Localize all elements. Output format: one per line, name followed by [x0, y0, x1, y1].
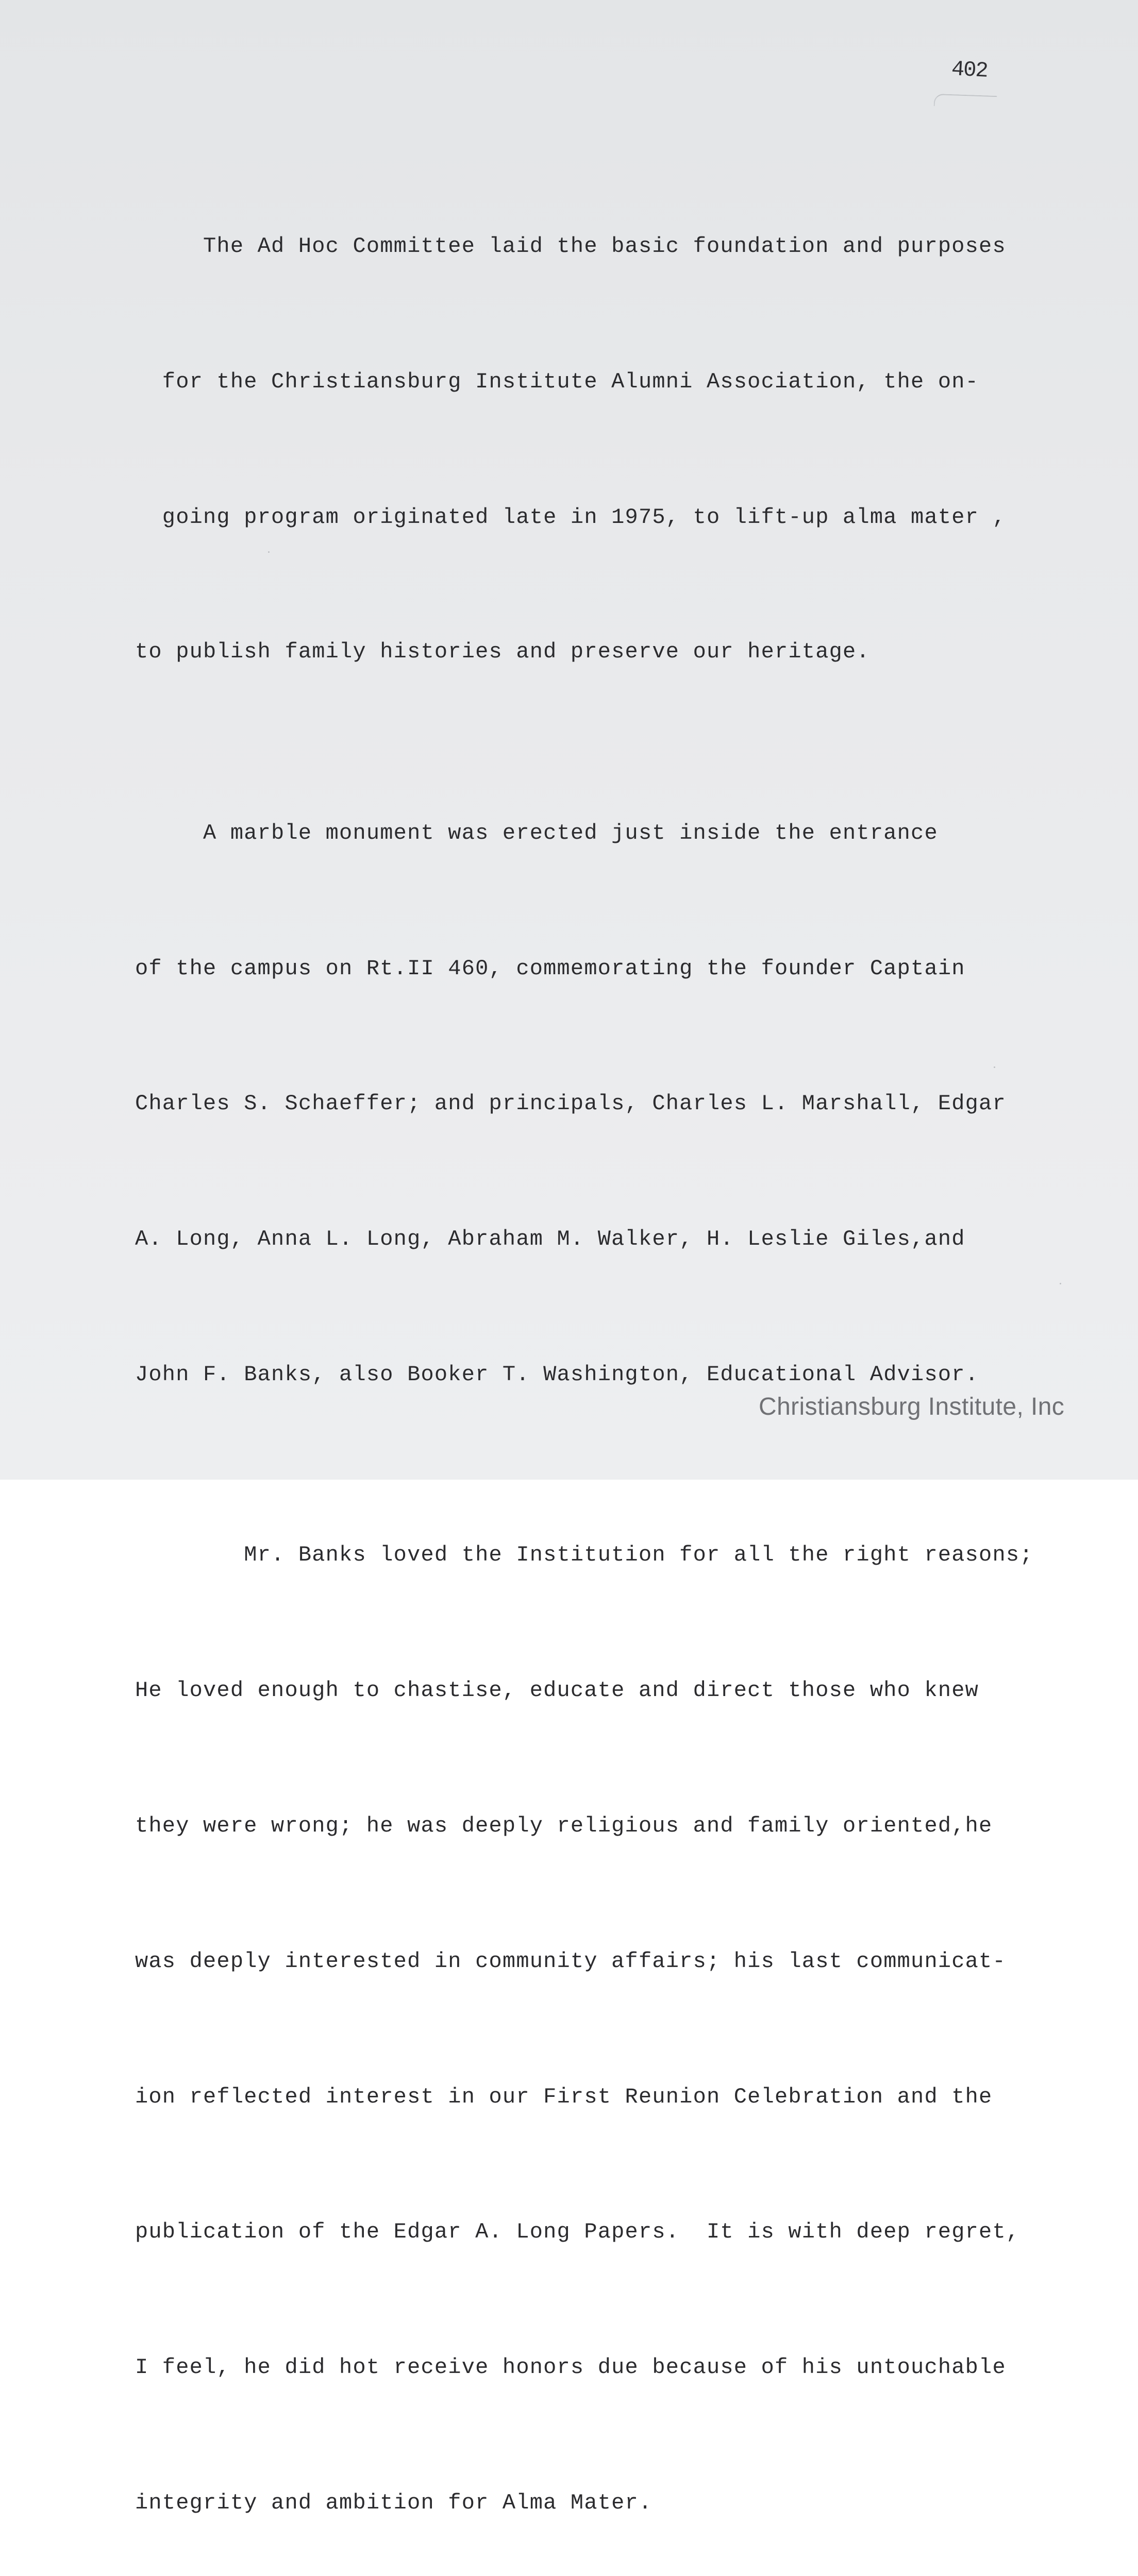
- paragraph-1-line-2: for the Christiansburg Institute Alumni Association, the on-: [135, 369, 979, 394]
- paragraph-3-line-3: they were wrong; he was deeply religious and family oriented,he: [135, 1813, 993, 1838]
- paragraph-3-line-4: was deeply interested in community affairs; his last communicat-: [135, 1948, 1006, 1974]
- page-number-tab-edge: [934, 94, 997, 108]
- paragraph-2-line-4: A. Long, Anna L. Long, Abraham M. Walker, H. Leslie Giles,and: [135, 1227, 965, 1252]
- page-number: 402: [950, 57, 988, 83]
- paragraph-2-line-3: Charles S. Schaeffer; and principals, Charles L. Marshall, Edgar: [135, 1091, 1006, 1116]
- paragraph-2-line-2: of the campus on Rt.II 460, commemorating the founder Captain: [135, 956, 965, 981]
- paragraph-3-line-5: ion reflected interest in our First Reunion Celebration and the: [135, 2084, 993, 2109]
- typed-body-text: [135, 134, 1042, 2576]
- paragraph-3-line-1: Mr. Banks loved the Institution for all the right reasons;: [135, 1543, 1033, 1568]
- paragraph-3-line-7: I feel, he did hot receive honors due because of his untouchable: [135, 2355, 1006, 2380]
- paragraph-1-line-1: The Ad Hoc Committee laid the basic foundation and purposes: [135, 234, 1006, 259]
- paragraph-1-line-4: to publish family histories and preserve our heritage.: [135, 639, 870, 664]
- paper-speck: [268, 551, 270, 553]
- paragraph-3-line-8: integrity and ambition for Alma Mater.: [135, 2490, 652, 2515]
- paragraph-3-line-2: He loved enough to chastise, educate and direct those who knew: [135, 1678, 979, 1703]
- paper-speck: [994, 1066, 995, 1068]
- paragraph-1-line-3: going program originated late in 1975, to lift-up alma mater ,: [135, 504, 1006, 530]
- paragraph-3-line-6: publication of the Edgar A. Long Papers. It is with deep regret,: [135, 2219, 1020, 2245]
- paper-speck: [1060, 1283, 1061, 1284]
- footer-watermark: Christiansburg Institute, Inc: [759, 1393, 1065, 1420]
- paragraph-2-line-1: A marble monument was erected just inside the entrance: [135, 820, 938, 845]
- paragraph-2-line-5: John F. Banks, also Booker T. Washington, Educational Advisor.: [135, 1362, 979, 1387]
